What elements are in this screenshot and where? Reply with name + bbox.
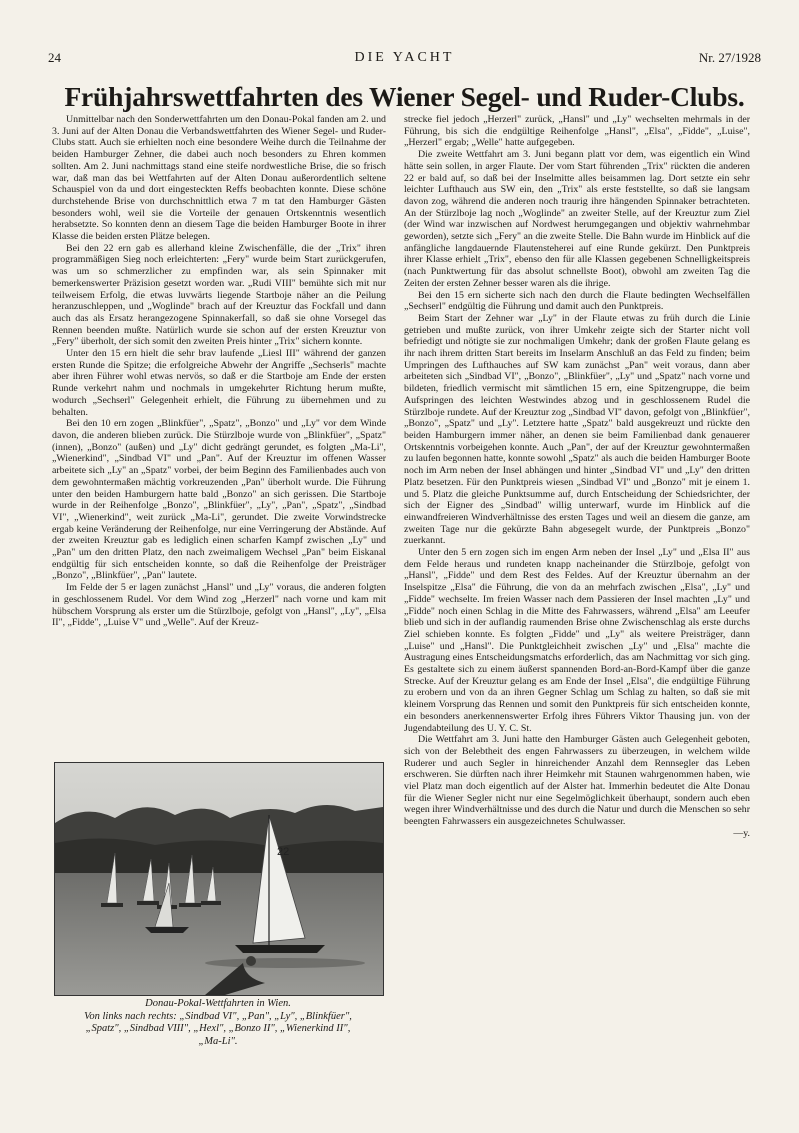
paragraph: Im Felde der 5 er lagen zunächst „Hansl" und „Ly" voraus, die anderen folgten in geschlossenem Rudel. Vor dem Wind zog „Herzerl" nach vorne und kam mit hübschem Vorsprung als erster um die Stürzlboje, gefolgt von „Hansl", „Ly", „Elsa II", „Fidde", „Luise V" und „Welle". Auf der Kreuz-: [52, 582, 386, 629]
paragraph: Unter den 15 ern hielt die sehr brav laufende „Liesl III" während der ganzen ersten Runde die Spitze; die erfolgreiche Abwehr der Angriffe „Sechserls" machte aber ihren Führer wohl etwas nervös, so daß er die Startboje am Ende der ersten Runde verkehrt nahm und nochmals in umgekehrter Richtung herum mußte, wodurch „Sechserl" Gelegenheit erhielt, die Führung zu übernehmen und zu behalten.: [52, 348, 386, 418]
photo-caption: [48, 998, 388, 1048]
caption-line: „Ma-Li".: [198, 1035, 238, 1047]
regatta-photo: [54, 762, 384, 996]
author-signature: —y.: [733, 827, 750, 839]
issue-number: Nr. 27/1928: [698, 50, 761, 65]
page-header: [48, 50, 761, 70]
magazine-name: DIE YACHT: [354, 50, 455, 65]
caption-title: Donau-Pokal-Wettfahrten in Wien.: [145, 998, 291, 1009]
paragraph: Bei den 22 ern gab es allerhand kleine Zwischenfälle, die der „Trix" ihren programmäßigen Sieg noch erleichterten: „Fery" wurde beim Start zurückgerufen, was um so schmerzlicher zu empfinden war, als sein Spinnaker mit bemerkenswerter Präzision gesetzt worden war. „Rudi VIII" bemühte sich mit nur teilweisem Erfolg, die etwas luvwärts liegende Startboje näher an die Peilung heranzuschleppen, und „Woglinde" brach auf der Kreuztur das Fockfall und dann auch das als Ersatz herangezogene Spinnakerfall, so daß sie ohne Vorsegel das Rennen beenden mußte. Natürlich wurde sie schon auf der ersten Kreuztur von „Fery" überholt, der sich somit den zweiten Preis hinter „Trix" sichern konnte.: [52, 242, 386, 348]
page-number: 24: [48, 50, 61, 65]
paragraph: Unmittelbar nach den Sonderwettfahrten um den Donau-Pokal fanden am 2. und 3. Juni auf der Alten Donau die Verbandswettfahrten des Wiener Segel- und Ruder-Clubs statt. Auch sie erhielten noch eine besondere Weihe durch die Teilnahme der beiden Hamburger Zehner, die dabei auch noch besonders zu Ehren kommen sollten. Am 2. Juni nachmittags stand eine steife nordwestliche Brise, die so frisch war, daß man das bei Wettfahrten auf der Alten Donau außerordentlich seltene Schauspiel von da und dort eingesteckten Reffs beobachten konnte. Diese schöne durchstehende Brise von durchschnittlich etwa 7 m tat den Hamburger Gästen besonders wohl, weil sie die Vorteile der genauen Ortskenntnis wesentlich herabsetzte. So konnten denn an diesem Tage die beiden Hamburger Boote in ihrer Klasse die beiden ersten Plätze belegen.: [52, 114, 386, 243]
paragraph: Bei den 15 ern sicherte sich nach den durch die Flaute bedingten Wechselfällen „Sechserl" endgültig die Führung und damit auch den Punktpreis.: [404, 289, 750, 313]
paragraph: strecke fiel jedoch „Herzerl" zurück, „Hansl" und „Ly" wechselten mehrmals in der Führung, bis sich die endgültige Reihenfolge „Hansl", „Elsa", „Fidde", „Luise", „Herzerl" ergab; „Welle" hatte aufgegeben.: [404, 114, 750, 149]
paragraph: Die Wettfahrt am 3. Juni hatte den Hamburger Gästen auch Gelegenheit geboten, sich von der Belebtheit des engen Fahrwassers zu überzeugen, in welchem wilde Ruderer und auch Segler in hinreichender Anzahl dem Rennsegler das Leben erschweren. Sie dürften nach ihrer Heimkehr mit Staunen wahrgenommen haben, wie viel Platz man doch eigentlich auf der Alster hat. Immerhin bedeutet die Alte Donau für die Wiener Segler nicht nur eine Segelmöglichkeit überhaupt, sondern auch eben wegen ihrer Windverhältnisse und des durch die Natur und durch die Menschen so sehr beengten Fahrwassers ein ausgezeichnetes Schulwasser.: [404, 734, 750, 828]
caption-line: Von links nach rechts: „Sindbad VI", „Pan", „Ly", „Blinkfüer",: [84, 1010, 352, 1022]
left-column: [52, 114, 386, 758]
paragraph: Bei den 10 ern zogen „Blinkfüer", „Spatz", „Bonzo" und „Ly" vor dem Winde davon, die anderen blieben zurück. Die Stürzlboje wurde von „Blinkfüer", „Spatz" (innen), „Bonzo" (außen) und „Ly" dicht gedrängt gerundet, es folgten „Ma-Li", „Wienerkind", „Sindbad VI" und „Pan". Auf der Kreuztur im offenen Wasser arbeitete sich „Ly" an „Spatz" vorbei, der beim Beginn des Familienbades auch von dem gewohntermaßen mächtig vorkreuzenden „Pan" überholt wurde. Die Führung unter den beiden Hamburgern hatte bald „Bonzo" an sich gerissen. Die Startboje wurde in der Reihenfolge „Bonzo", „Blinkfüer", „Ly", „Pan", „Spatz", „Sindbad VI", „Wienerkind", weit zurück „Ma-Li", gerundet. Die zweite Vorwindstrecke ergab keine Veränderung der Reihenfolge, nur eine Verringerung der Abstände. Auf der zweiten Kreuztur gab es lediglich einen scharfen Kampf zwischen „Ly" und „Pan" um den dritten Platz, den nach zweimaligem Wechsel „Pan" beim Eiskanal endgültig für sich entscheiden konnte, so daß die Reihenfolge der Preisträger „Bonzo", „Blinkfüer", „Pan" lautete.: [52, 418, 386, 582]
paragraph: Die zweite Wettfahrt am 3. Juni begann platt vor dem, was eigentlich ein Wind hätte sein sollen, in arger Flaute. Der vom Start führenden „Trix" rückten die anderen 22 er bald auf, so daß bei der Inselmitte alles beisammen lag. Dort setzte ein sehr leichter Lufthauch aus SW ein, den „Trix" als erste feststellte, so daß sie langsam davon zog, während die anderen noch traurig ihre hängenden Spinnaker betrachteten. An der Stürzlboje lag noch „Woglinde" an zweiter Stelle, auf der Kreuztur zum Ziel (der Wind war inzwischen auf Nordwest herumgegangen und objektiv wahrnehmbar geworden), setzte sich „Fery" an die zweite Stelle. Die Bahn wurde im Hinblick auf die anfängliche langdauernde Flautensteherei auf eine Runde gekürzt. Den Punktpreis ihrer Klasse erhielt „Trix", ebenso den für alle Klassen gegebenen Schnelligkeitspreis (nach Punktwertung für das absolut schnellste Boot), obwohl am zweiten Tag die Zeiten der ersten Zehner besser waren als die ihrige.: [404, 149, 750, 289]
sail-number: 22: [277, 846, 290, 858]
caption-line: „Spatz", „Sindbad VIII", „Hexl", „Bonzo II", „Wienerkind II",: [85, 1023, 351, 1034]
paragraph: Beim Start der Zehner war „Ly" in der Flaute etwas zu früh durch die Linie getrieben und mußte zurück, von ihrer Umkehr zeigte sich der Starter nicht voll befriedigt und nötigte sie zur nochmaligen Umkehr; dank der großen Flaute gelang es ihr nach ihrem dritten Start bereits im Inselarm Anschluß an das Feld zu finden; beim Umpringen des Lufthauches auf SW kam zunächst „Pan" weit voraus, dann aber arbeiteten sich „Sindbad VI", „Bonzo", „Blinkfüer", „Ly" und „Spatz" nach vorne und bildeten, friedlich vermischt mit sämtlichen 15 ern, eine Spitzengruppe, die beim Aufspringen des leichten Westwindes abzog und in geschlossenem Rudel die Stürzlboje rundete. Auf der Kreuztur zog „Sindbad VI" davon, gefolgt von „Blinkfüer", „Bonzo", „Spatz" und „Ly". Letztere hatte „Spatz" bald ausgekreuzt und rückte den beiden Hamburgern immer näher, an denen sie beim Familienbad dank genauerer Ortskenntnis vorbeigehen konnte. Auch „Pan", der auf der Kreuztur gewohntermaßen zu laufen begonnen hatte, konnte sowohl „Spatz" als auch die beiden Hamburger Boote noch im Arm neben der Insel abhängen und hinter „Sindbad VI" und „Ly" den dritten Platz besetzen. Für den Punktpreis wiesen „Sindbad VI" und „Bonzo" mit je einem 1. und 5. Platz die gleiche Punktsumme auf, durch Entscheidung der Schiedsrichter, der sich der Eigner des „Sindbad" willig unterwarf, wurde im Hinblick auf die einwandfreieren Windverhältnisse des ersten Tages und weil an diesem die ganze, am zweiten Tage nur die gekürzte Bahn abgesegelt wurde, der Punktpreis „Bonzo" zuerkannt.: [404, 312, 750, 547]
paragraph: Unter den 5 ern zogen sich im engen Arm neben der Insel „Ly" und „Elsa II" aus dem Felde heraus und rundeten knapp nacheinander die Stürzlboje, gefolgt von „Hansl", „Fidde" und dem Rest des Feldes. Auf der Kreuztur übernahm an der Inselspitze „Elsa" die Führung, die von da an mehrfach zwischen „Elsa", „Ly" und „Fidde" wechselte. Im freien Wasser nach dem Passieren der Insel machten „Ly" und „Fidde" noch einen Schlag in die Mitte des Fahrwassers, während „Elsa" am Leeufer blieb und sich in der auflandig raumenden Brise ohne Zwischenschlag als erste durchs Ziel schieben konnte. Es folgten „Fidde" und „Ly" als weitere Preisträger, dann „Luise" und „Hansl". Die Punktgleichheit zwischen „Ly" und „Elsa" machte die Austragung eines Entscheidungsmatchs erforderlich, das am Nachmittag vor sich ging. Es gestaltete sich zu einem äußerst spannenden Bord-an-Bord-Kampf über die ganze Strecke. Auf der Kreuztur gelang es am Ende der Insel „Elsa", die endgültige Führung zu erobern und von da an ihren Gegner Schlag um Schlag zu halten, so daß sie mit kleinem Vorsprung das Rennen und somit den Punktpreis für sich entscheiden konnte, ein besonders anerkennenswerter Erfolg ihres Führers Viktor Thausing jun. von der Jugendabteilung des U. Y. C. St.: [404, 547, 750, 734]
right-column: [404, 114, 750, 1068]
article-title: Frühjahrswettfahrten des Wiener Segel- und Ruder-Clubs.: [64, 81, 745, 112]
